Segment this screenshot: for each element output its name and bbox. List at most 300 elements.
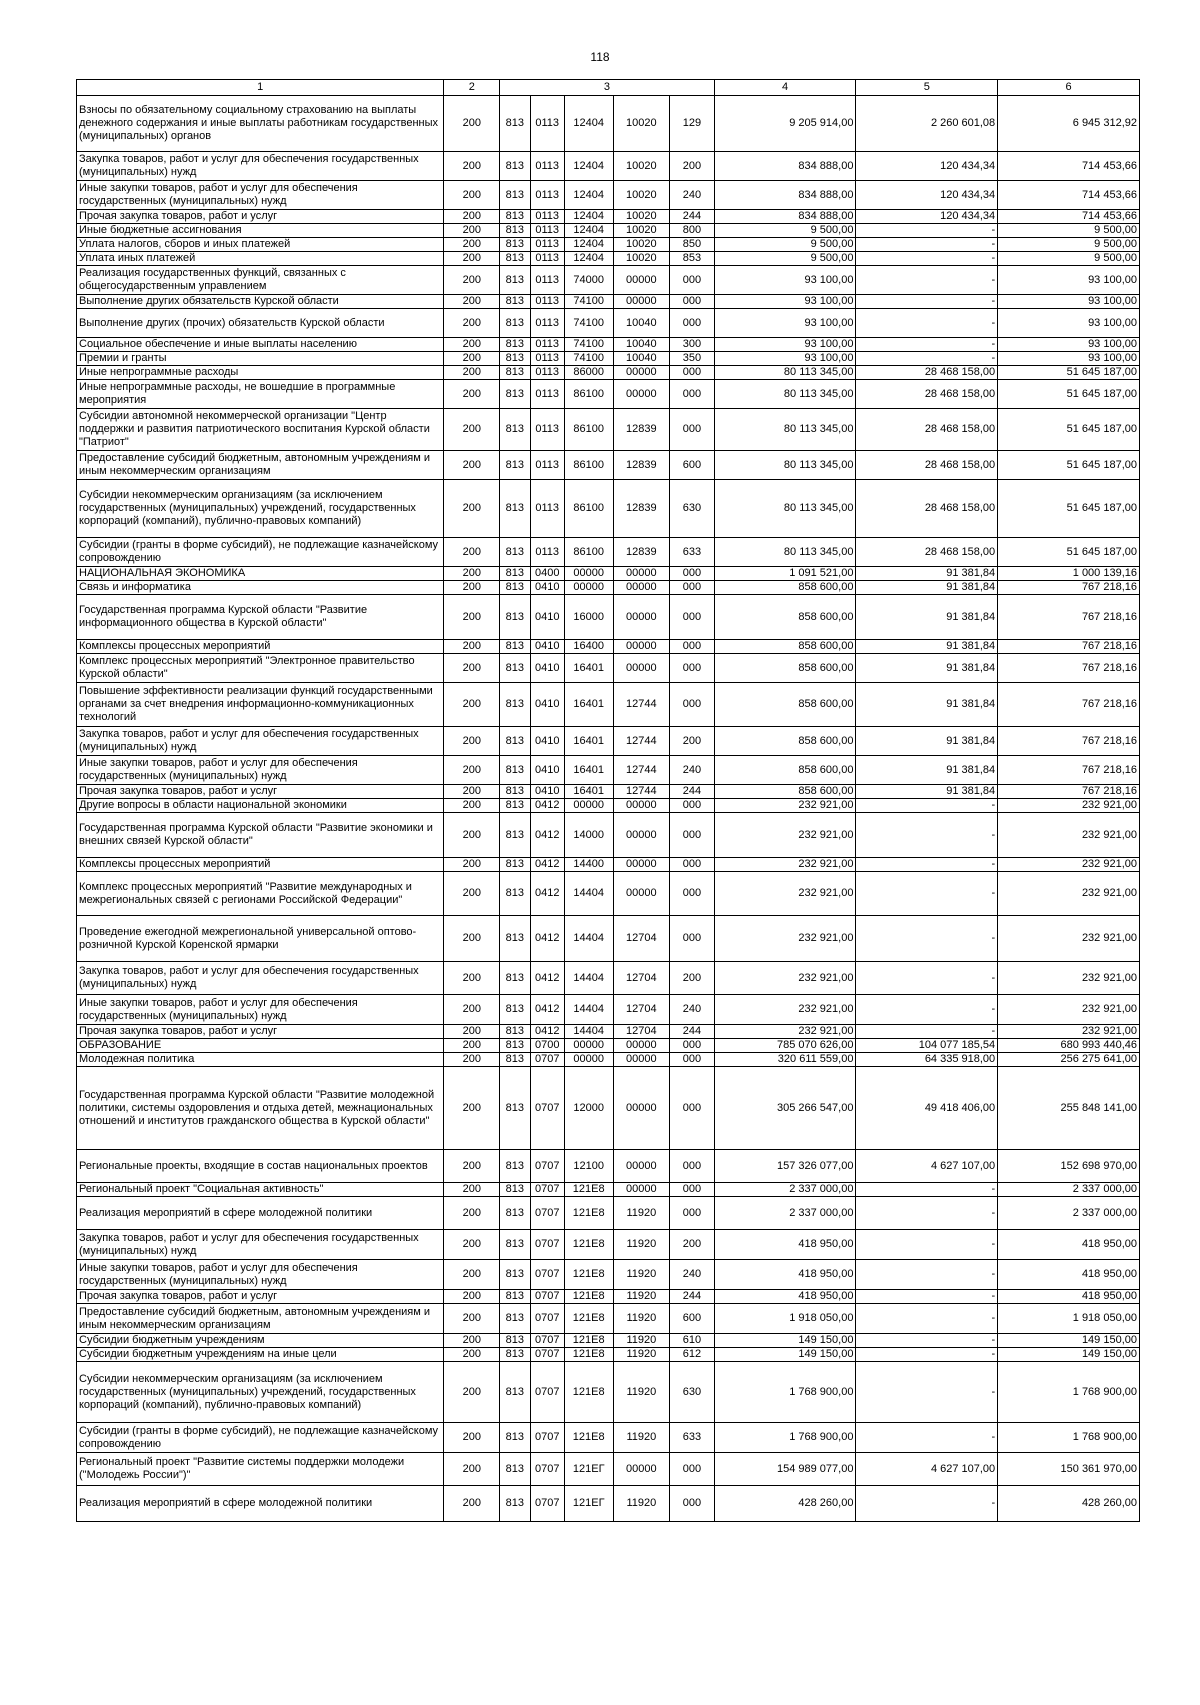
cell-section: 0412 <box>530 962 564 995</box>
cell-name: Комплекс процессных мероприятий "Электронное правительство Курской области" <box>77 654 444 683</box>
table-row <box>77 252 1140 266</box>
cell-expense-type: 000 <box>670 916 715 962</box>
cell-program: 14400 <box>564 858 613 872</box>
cell-admin: 813 <box>500 1362 530 1423</box>
cell-approved: 858 600,00 <box>714 581 856 595</box>
cell-expense-type: 853 <box>670 252 715 266</box>
cell-section: 0410 <box>530 581 564 595</box>
cell-admin: 813 <box>500 309 530 338</box>
cell-expense-type: 000 <box>670 640 715 654</box>
cell-admin: 813 <box>500 409 530 451</box>
cell-admin: 813 <box>500 995 530 1025</box>
table-row <box>77 352 1140 366</box>
cell-program: 12000 <box>564 1067 613 1150</box>
cell-code: 200 <box>444 538 500 567</box>
cell-approved: 149 150,00 <box>714 1334 856 1348</box>
cell-program: 74000 <box>564 266 613 295</box>
header-col-6: 6 <box>998 80 1140 96</box>
cell-expense-type: 200 <box>670 962 715 995</box>
cell-name: Прочая закупка товаров, работ и услуг <box>77 1290 444 1304</box>
cell-approved: 858 600,00 <box>714 683 856 727</box>
cell-unexecuted: 93 100,00 <box>998 338 1140 352</box>
header-row <box>77 80 1140 96</box>
table-row <box>77 1334 1140 1348</box>
cell-unexecuted: 714 453,66 <box>998 181 1140 210</box>
cell-expense-type: 000 <box>670 654 715 683</box>
cell-executed: - <box>856 1197 998 1230</box>
cell-expense-type: 000 <box>670 1453 715 1486</box>
table-row <box>77 756 1140 785</box>
cell-admin: 813 <box>500 654 530 683</box>
cell-section: 0113 <box>530 224 564 238</box>
cell-section: 0113 <box>530 451 564 480</box>
cell-section: 0113 <box>530 295 564 309</box>
cell-name: Повышение эффективности реализации функций государственными органами за счет внедрения информационно-коммуникационных технологий <box>77 683 444 727</box>
cell-code: 200 <box>444 654 500 683</box>
cell-program: 121Е8 <box>564 1304 613 1334</box>
cell-executed: 91 381,84 <box>856 581 998 595</box>
cell-section: 0113 <box>530 238 564 252</box>
cell-program: 14404 <box>564 916 613 962</box>
cell-expense-type: 000 <box>670 872 715 916</box>
cell-expense-type: 610 <box>670 1334 715 1348</box>
cell-code: 200 <box>444 962 500 995</box>
cell-unexecuted: 51 645 187,00 <box>998 380 1140 409</box>
cell-direction: 11920 <box>613 1290 670 1304</box>
cell-section: 0113 <box>530 181 564 210</box>
cell-name: Проведение ежегодной межрегиональной универсальной оптово-розничной Курской Коренской ярмарки <box>77 916 444 962</box>
cell-unexecuted: 149 150,00 <box>998 1334 1140 1348</box>
cell-expense-type: 240 <box>670 756 715 785</box>
cell-admin: 813 <box>500 858 530 872</box>
cell-admin: 813 <box>500 1067 530 1150</box>
table-row <box>77 799 1140 813</box>
cell-executed: 120 434,34 <box>856 181 998 210</box>
cell-expense-type: 000 <box>670 858 715 872</box>
cell-unexecuted: 232 921,00 <box>998 813 1140 858</box>
cell-section: 0700 <box>530 1039 564 1053</box>
cell-name: Комплекс процессных мероприятий "Развитие международных и межрегиональных связей с регионами Российской Федерации" <box>77 872 444 916</box>
cell-section: 0707 <box>530 1304 564 1334</box>
cell-executed: - <box>856 309 998 338</box>
cell-section: 0410 <box>530 756 564 785</box>
cell-direction: 10020 <box>613 238 670 252</box>
cell-name: Региональный проект "Развитие системы поддержки молодежи ("Молодежь России")" <box>77 1453 444 1486</box>
cell-executed: - <box>856 858 998 872</box>
cell-approved: 1 768 900,00 <box>714 1362 856 1423</box>
cell-section: 0410 <box>530 654 564 683</box>
cell-executed: - <box>856 338 998 352</box>
cell-expense-type: 000 <box>670 683 715 727</box>
cell-approved: 858 600,00 <box>714 727 856 756</box>
cell-executed: - <box>856 1362 998 1423</box>
table-row <box>77 266 1140 295</box>
table-row <box>77 1053 1140 1067</box>
cell-unexecuted: 232 921,00 <box>998 872 1140 916</box>
cell-unexecuted: 255 848 141,00 <box>998 1067 1140 1150</box>
cell-code: 200 <box>444 380 500 409</box>
cell-expense-type: 244 <box>670 210 715 224</box>
cell-expense-type: 129 <box>670 96 715 152</box>
cell-direction: 12839 <box>613 451 670 480</box>
cell-expense-type: 350 <box>670 352 715 366</box>
cell-executed: - <box>856 813 998 858</box>
cell-program: 16400 <box>564 640 613 654</box>
cell-code: 200 <box>444 1334 500 1348</box>
cell-admin: 813 <box>500 916 530 962</box>
cell-admin: 813 <box>500 1197 530 1230</box>
cell-executed: 28 468 158,00 <box>856 480 998 538</box>
cell-program: 121ЕГ <box>564 1486 613 1522</box>
cell-approved: 305 266 547,00 <box>714 1067 856 1150</box>
cell-section: 0412 <box>530 872 564 916</box>
table-row <box>77 1453 1140 1486</box>
cell-direction: 00000 <box>613 640 670 654</box>
table-row <box>77 1290 1140 1304</box>
cell-section: 0707 <box>530 1150 564 1183</box>
cell-admin: 813 <box>500 96 530 152</box>
cell-expense-type: 000 <box>670 366 715 380</box>
cell-approved: 80 113 345,00 <box>714 451 856 480</box>
cell-name: Иные закупки товаров, работ и услуг для обеспечения государственных (муниципальных) нужд <box>77 181 444 210</box>
cell-code: 200 <box>444 295 500 309</box>
cell-direction: 00000 <box>613 1453 670 1486</box>
cell-executed: 4 627 107,00 <box>856 1150 998 1183</box>
cell-direction: 11920 <box>613 1304 670 1334</box>
cell-section: 0707 <box>530 1348 564 1362</box>
cell-admin: 813 <box>500 1230 530 1260</box>
cell-expense-type: 000 <box>670 409 715 451</box>
header-col-3: 3 <box>500 80 715 96</box>
cell-expense-type: 600 <box>670 1304 715 1334</box>
cell-code: 200 <box>444 1183 500 1197</box>
cell-program: 86100 <box>564 538 613 567</box>
cell-admin: 813 <box>500 1290 530 1304</box>
cell-code: 200 <box>444 409 500 451</box>
cell-expense-type: 240 <box>670 181 715 210</box>
cell-section: 0707 <box>530 1362 564 1423</box>
cell-expense-type: 000 <box>670 309 715 338</box>
table-row <box>77 366 1140 380</box>
cell-code: 200 <box>444 1348 500 1362</box>
cell-code: 200 <box>444 872 500 916</box>
cell-name: Молодежная политика <box>77 1053 444 1067</box>
cell-executed: - <box>856 1304 998 1334</box>
cell-code: 200 <box>444 1025 500 1039</box>
cell-admin: 813 <box>500 799 530 813</box>
cell-direction: 12744 <box>613 727 670 756</box>
cell-code: 200 <box>444 567 500 581</box>
cell-direction: 12704 <box>613 962 670 995</box>
table-row <box>77 995 1140 1025</box>
cell-program: 16401 <box>564 785 613 799</box>
cell-program: 00000 <box>564 1053 613 1067</box>
cell-section: 0707 <box>530 1423 564 1453</box>
budget-table-container <box>76 79 1140 1522</box>
cell-unexecuted: 1 768 900,00 <box>998 1362 1140 1423</box>
cell-executed: - <box>856 1230 998 1260</box>
cell-program: 12404 <box>564 96 613 152</box>
table-row <box>77 309 1140 338</box>
cell-name: Государственная программа Курской области "Развитие молодежной политики, системы оздоровления и отдыха детей, межнациональных отношений и институтов гражданского общества в Курской области" <box>77 1067 444 1150</box>
table-row <box>77 813 1140 858</box>
cell-executed: 4 627 107,00 <box>856 1453 998 1486</box>
cell-unexecuted: 418 950,00 <box>998 1230 1140 1260</box>
table-row <box>77 640 1140 654</box>
cell-section: 0113 <box>530 152 564 181</box>
table-row <box>77 1183 1140 1197</box>
cell-approved: 1 768 900,00 <box>714 1423 856 1453</box>
cell-code: 200 <box>444 1362 500 1423</box>
cell-code: 200 <box>444 1486 500 1522</box>
cell-admin: 813 <box>500 567 530 581</box>
cell-direction: 10020 <box>613 96 670 152</box>
cell-direction: 10040 <box>613 338 670 352</box>
cell-section: 0113 <box>530 352 564 366</box>
cell-program: 121Е8 <box>564 1423 613 1453</box>
cell-admin: 813 <box>500 366 530 380</box>
cell-name: Предоставление субсидий бюджетным, автономным учреждениям и иным некоммерческим организациям <box>77 1304 444 1334</box>
cell-executed: 28 468 158,00 <box>856 409 998 451</box>
cell-direction: 00000 <box>613 654 670 683</box>
cell-code: 200 <box>444 1290 500 1304</box>
table-row <box>77 962 1140 995</box>
cell-name: Комплексы процессных мероприятий <box>77 858 444 872</box>
cell-expense-type: 244 <box>670 1290 715 1304</box>
cell-executed: - <box>856 224 998 238</box>
cell-admin: 813 <box>500 727 530 756</box>
cell-program: 12404 <box>564 224 613 238</box>
cell-unexecuted: 428 260,00 <box>998 1486 1140 1522</box>
cell-unexecuted: 51 645 187,00 <box>998 409 1140 451</box>
table-row <box>77 785 1140 799</box>
cell-executed: 28 468 158,00 <box>856 451 998 480</box>
cell-expense-type: 000 <box>670 1150 715 1183</box>
table-row <box>77 451 1140 480</box>
cell-admin: 813 <box>500 872 530 916</box>
cell-name: Иные бюджетные ассигнования <box>77 224 444 238</box>
cell-code: 200 <box>444 152 500 181</box>
cell-approved: 418 950,00 <box>714 1260 856 1290</box>
cell-direction: 12744 <box>613 683 670 727</box>
cell-unexecuted: 1 918 050,00 <box>998 1304 1140 1334</box>
cell-approved: 834 888,00 <box>714 210 856 224</box>
cell-admin: 813 <box>500 1304 530 1334</box>
cell-admin: 813 <box>500 380 530 409</box>
table-row <box>77 1197 1140 1230</box>
cell-section: 0707 <box>530 1053 564 1067</box>
cell-name: Предоставление субсидий бюджетным, автономным учреждениям и иным некоммерческим организациям <box>77 451 444 480</box>
table-row <box>77 380 1140 409</box>
cell-section: 0707 <box>530 1290 564 1304</box>
cell-admin: 813 <box>500 813 530 858</box>
cell-direction: 11920 <box>613 1260 670 1290</box>
cell-approved: 93 100,00 <box>714 352 856 366</box>
cell-program: 121Е8 <box>564 1334 613 1348</box>
cell-approved: 428 260,00 <box>714 1486 856 1522</box>
cell-program: 121Е8 <box>564 1183 613 1197</box>
cell-unexecuted: 767 218,16 <box>998 654 1140 683</box>
cell-name: Уплата иных платежей <box>77 252 444 266</box>
cell-executed: - <box>856 1183 998 1197</box>
cell-unexecuted: 767 218,16 <box>998 727 1140 756</box>
cell-executed: 28 468 158,00 <box>856 366 998 380</box>
cell-unexecuted: 9 500,00 <box>998 224 1140 238</box>
cell-direction: 10020 <box>613 152 670 181</box>
cell-direction: 00000 <box>613 380 670 409</box>
cell-program: 16401 <box>564 756 613 785</box>
cell-name: Связь и информатика <box>77 581 444 595</box>
cell-expense-type: 244 <box>670 785 715 799</box>
cell-name: Закупка товаров, работ и услуг для обеспечения государственных (муниципальных) нужд <box>77 1230 444 1260</box>
cell-direction: 00000 <box>613 799 670 813</box>
cell-admin: 813 <box>500 1423 530 1453</box>
cell-name: Иные непрограммные расходы <box>77 366 444 380</box>
cell-executed: - <box>856 295 998 309</box>
cell-section: 0113 <box>530 266 564 295</box>
cell-code: 200 <box>444 581 500 595</box>
cell-program: 121Е8 <box>564 1230 613 1260</box>
cell-direction: 00000 <box>613 858 670 872</box>
cell-approved: 80 113 345,00 <box>714 538 856 567</box>
cell-section: 0412 <box>530 916 564 962</box>
cell-unexecuted: 680 993 440,46 <box>998 1039 1140 1053</box>
cell-approved: 1 091 521,00 <box>714 567 856 581</box>
table-row <box>77 654 1140 683</box>
table-row <box>77 916 1140 962</box>
cell-direction: 00000 <box>613 1150 670 1183</box>
cell-unexecuted: 256 275 641,00 <box>998 1053 1140 1067</box>
cell-expense-type: 633 <box>670 538 715 567</box>
cell-approved: 157 326 077,00 <box>714 1150 856 1183</box>
cell-program: 00000 <box>564 567 613 581</box>
table-row <box>77 1067 1140 1150</box>
cell-code: 200 <box>444 252 500 266</box>
cell-approved: 2 337 000,00 <box>714 1183 856 1197</box>
cell-program: 12404 <box>564 252 613 266</box>
cell-program: 16401 <box>564 654 613 683</box>
cell-section: 0410 <box>530 640 564 654</box>
cell-approved: 232 921,00 <box>714 799 856 813</box>
cell-program: 16401 <box>564 727 613 756</box>
cell-unexecuted: 232 921,00 <box>998 916 1140 962</box>
cell-unexecuted: 150 361 970,00 <box>998 1453 1140 1486</box>
cell-program: 16401 <box>564 683 613 727</box>
cell-unexecuted: 418 950,00 <box>998 1260 1140 1290</box>
cell-admin: 813 <box>500 683 530 727</box>
cell-section: 0113 <box>530 366 564 380</box>
cell-executed: 120 434,34 <box>856 152 998 181</box>
cell-unexecuted: 149 150,00 <box>998 1348 1140 1362</box>
cell-expense-type: 600 <box>670 451 715 480</box>
cell-name: Субсидии (гранты в форме субсидий), не подлежащие казначейскому сопровождению <box>77 538 444 567</box>
cell-section: 0707 <box>530 1334 564 1348</box>
cell-direction: 11920 <box>613 1362 670 1423</box>
cell-executed: 91 381,84 <box>856 595 998 640</box>
cell-direction: 10020 <box>613 252 670 266</box>
cell-admin: 813 <box>500 581 530 595</box>
cell-code: 200 <box>444 640 500 654</box>
cell-executed: - <box>856 1423 998 1453</box>
cell-direction: 00000 <box>613 295 670 309</box>
cell-name: Иные закупки товаров, работ и услуг для обеспечения государственных (муниципальных) нужд <box>77 995 444 1025</box>
cell-program: 00000 <box>564 799 613 813</box>
cell-admin: 813 <box>500 640 530 654</box>
cell-section: 0410 <box>530 727 564 756</box>
cell-approved: 9 500,00 <box>714 252 856 266</box>
cell-unexecuted: 232 921,00 <box>998 858 1140 872</box>
cell-section: 0412 <box>530 858 564 872</box>
cell-section: 0113 <box>530 96 564 152</box>
cell-program: 86100 <box>564 380 613 409</box>
cell-program: 14000 <box>564 813 613 858</box>
table-row <box>77 538 1140 567</box>
table-row <box>77 338 1140 352</box>
cell-expense-type: 633 <box>670 1423 715 1453</box>
cell-name: Выполнение других (прочих) обязательств Курской области <box>77 309 444 338</box>
cell-program: 12404 <box>564 181 613 210</box>
cell-program: 12404 <box>564 152 613 181</box>
cell-section: 0113 <box>530 409 564 451</box>
cell-approved: 858 600,00 <box>714 785 856 799</box>
table-row <box>77 238 1140 252</box>
cell-unexecuted: 51 645 187,00 <box>998 451 1140 480</box>
cell-admin: 813 <box>500 1334 530 1348</box>
cell-code: 200 <box>444 1067 500 1150</box>
cell-expense-type: 000 <box>670 1183 715 1197</box>
cell-unexecuted: 767 218,16 <box>998 683 1140 727</box>
cell-unexecuted: 767 218,16 <box>998 785 1140 799</box>
cell-approved: 9 500,00 <box>714 224 856 238</box>
cell-program: 14404 <box>564 872 613 916</box>
table-row <box>77 1304 1140 1334</box>
cell-program: 121Е8 <box>564 1290 613 1304</box>
cell-section: 0113 <box>530 252 564 266</box>
cell-unexecuted: 232 921,00 <box>998 799 1140 813</box>
cell-expense-type: 000 <box>670 581 715 595</box>
cell-executed: - <box>856 962 998 995</box>
cell-approved: 232 921,00 <box>714 1025 856 1039</box>
cell-direction: 00000 <box>613 581 670 595</box>
cell-unexecuted: 93 100,00 <box>998 266 1140 295</box>
cell-approved: 93 100,00 <box>714 266 856 295</box>
table-row <box>77 1348 1140 1362</box>
cell-expense-type: 000 <box>670 799 715 813</box>
cell-executed: - <box>856 995 998 1025</box>
cell-executed: - <box>856 352 998 366</box>
cell-unexecuted: 93 100,00 <box>998 295 1140 309</box>
cell-admin: 813 <box>500 1486 530 1522</box>
table-row <box>77 581 1140 595</box>
cell-expense-type: 200 <box>670 1230 715 1260</box>
cell-unexecuted: 51 645 187,00 <box>998 366 1140 380</box>
cell-program: 14404 <box>564 995 613 1025</box>
cell-approved: 93 100,00 <box>714 338 856 352</box>
cell-name: Закупка товаров, работ и услуг для обеспечения государственных (муниципальных) нужд <box>77 962 444 995</box>
cell-name: Субсидии (гранты в форме субсидий), не подлежащие казначейскому сопровождению <box>77 1423 444 1453</box>
table-row <box>77 683 1140 727</box>
cell-executed: - <box>856 1260 998 1290</box>
cell-expense-type: 000 <box>670 266 715 295</box>
cell-direction: 12839 <box>613 538 670 567</box>
cell-name: Премии и гранты <box>77 352 444 366</box>
cell-unexecuted: 9 500,00 <box>998 252 1140 266</box>
cell-name: Реализация государственных функций, связанных с общегосударственным управлением <box>77 266 444 295</box>
cell-program: 86100 <box>564 480 613 538</box>
cell-executed: 2 260 601,08 <box>856 96 998 152</box>
cell-approved: 232 921,00 <box>714 916 856 962</box>
cell-unexecuted: 6 945 312,92 <box>998 96 1140 152</box>
